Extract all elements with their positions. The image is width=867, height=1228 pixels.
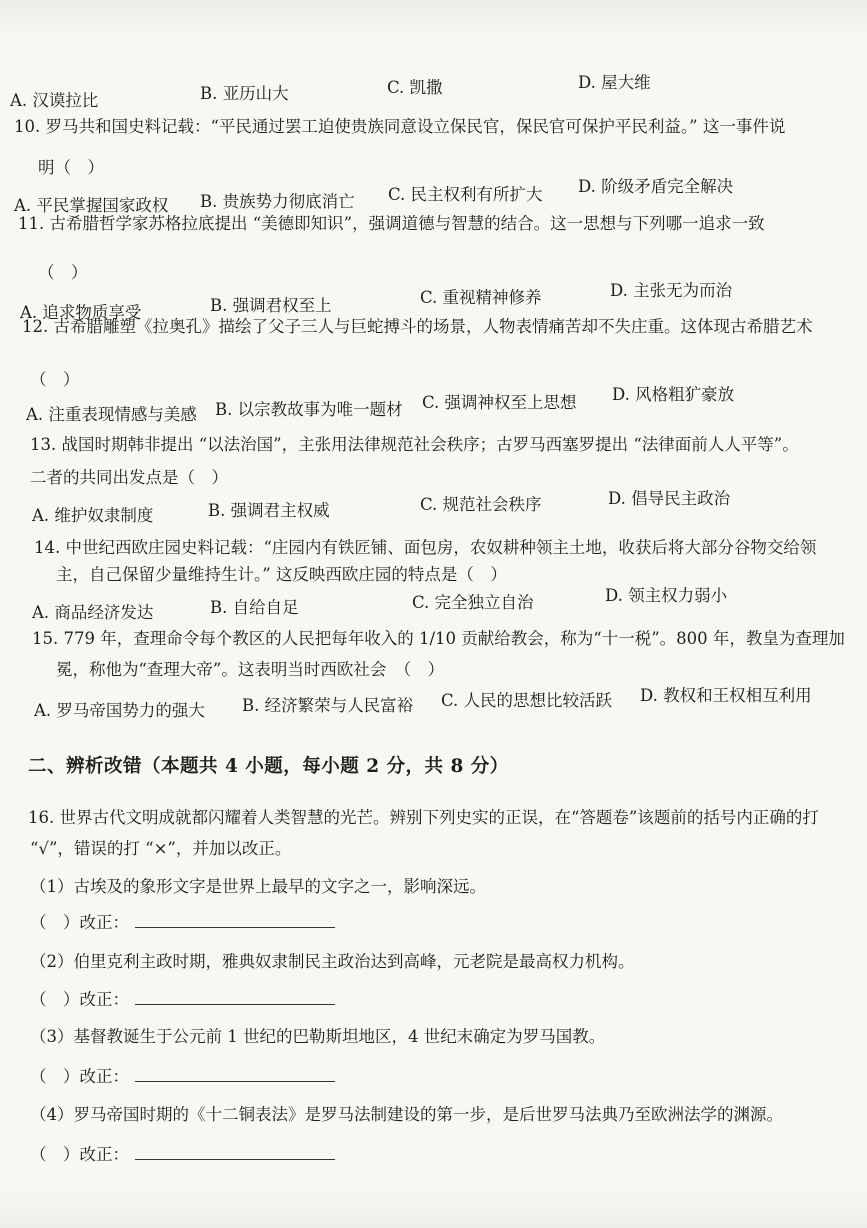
q13-option-d: D. 倡导民主政治 bbox=[608, 489, 731, 508]
answer-blank[interactable] bbox=[135, 992, 335, 1005]
q16-item-3: （3）基督教诞生于公元前 1 世纪的巴勒斯坦地区，4 世纪末确定为罗马国教。 bbox=[30, 1027, 606, 1046]
fix-label: （ ）改正： bbox=[30, 1067, 129, 1086]
q10-option-d: D. 阶级矛盾完全解决 bbox=[578, 177, 734, 196]
q16-item-2: （2）伯里克利主政时期，雅典奴隶制民主政治达到高峰，元老院是最高权力机构。 bbox=[30, 952, 635, 971]
q13-option-b: B. 强调君主权威 bbox=[208, 501, 330, 520]
q12-stem-line2: （ ） bbox=[30, 370, 80, 389]
q13-stem-line2: 二者的共同出发点是（ ） bbox=[30, 468, 228, 487]
q16-item-4: （4）罗马帝国时期的《十二铜表法》是罗马法制建设的第一步，是后世罗马法典乃至欧洲法学的渊源。 bbox=[30, 1105, 783, 1124]
q13-option-c: C. 规范社会秩序 bbox=[420, 495, 542, 514]
q13-stem-line1: 13. 战国时期韩非提出 “以法治国”，主张用法律规范社会秩序；古罗马西塞罗提出 “法律面前人人平等”。 bbox=[30, 435, 799, 454]
q9-option-c: C. 凯撒 bbox=[387, 78, 443, 97]
q10-option-c: C. 民主权利有所扩大 bbox=[388, 185, 543, 204]
q15-option-c: C. 人民的思想比较活跃 bbox=[441, 691, 613, 710]
q16-stem-line1: 16. 世界古代文明成就都闪耀着人类智慧的光芒。辨别下列史实的正误，在“答题卷”该题前的括号内正确的打 bbox=[28, 808, 819, 827]
q15-stem-line2: 冕，称他为“查理大帝”。这表明当时西欧社会 （ ） bbox=[56, 660, 445, 679]
q11-stem-line1: 11. 古希腊哲学家苏格拉底提出 “美德即知识”，强调道德与智慧的结合。这一思想与下列哪一追求一致 bbox=[18, 214, 765, 233]
q11-option-c: C. 重视精神修养 bbox=[420, 288, 542, 307]
q9-option-b: B. 亚历山大 bbox=[200, 84, 289, 103]
answer-blank[interactable] bbox=[135, 1147, 335, 1160]
q12-option-c: C. 强调神权至上思想 bbox=[422, 393, 577, 412]
q12-option-b: B. 以宗教故事为唯一题材 bbox=[215, 400, 403, 419]
q16-item-3-answer-row bbox=[30, 1066, 335, 1088]
q16-item-2-answer-row bbox=[30, 989, 335, 1011]
q9-option-a: A. 汉谟拉比 bbox=[10, 91, 99, 110]
q12-option-a: A. 注重表现情感与美感 bbox=[26, 405, 197, 424]
q12-stem-line1: 12. 古希腊雕塑《拉奥孔》描绘了父子三人与巨蛇搏斗的场景，人物表情痛苦却不失庄重。这体现古希腊艺术 bbox=[22, 317, 813, 336]
q15-stem-line1: 15. 779 年，查理命令每个教区的人民把每年收入的 1/10 贡献给教会，称为“十一税”。800 年，教皇为查理加 bbox=[32, 629, 845, 648]
q14-option-c: C. 完全独立自治 bbox=[412, 593, 534, 612]
q15-option-b: B. 经济繁荣与人民富裕 bbox=[242, 696, 414, 715]
q14-stem-line1: 14. 中世纪西欧庄园史料记载：“庄园内有铁匠铺、面包房，农奴耕种领主土地，收获后将大部分谷物交给领 bbox=[34, 538, 817, 557]
answer-blank[interactable] bbox=[135, 1069, 335, 1082]
q14-option-d: D. 领主权力弱小 bbox=[605, 586, 728, 605]
q14-stem-line2: 主，自己保留少量维持生计。” 这反映西欧庄园的特点是（ ） bbox=[56, 565, 507, 584]
answer-blank[interactable] bbox=[135, 915, 335, 928]
q14-option-a: A. 商品经济发达 bbox=[32, 603, 154, 622]
q12-option-d: D. 风格粗犷豪放 bbox=[612, 385, 735, 404]
q10-option-b: B. 贵族势力彻底消亡 bbox=[200, 192, 355, 211]
q11-stem-line2: （ ） bbox=[38, 263, 88, 282]
q15-option-a: A. 罗马帝国势力的强大 bbox=[34, 701, 205, 720]
q10-option-a: A. 平民掌握国家政权 bbox=[14, 196, 169, 215]
q16-item-4-answer-row bbox=[30, 1144, 335, 1166]
q11-option-a: A. 追求物质享受 bbox=[20, 303, 142, 322]
q15-option-d: D. 教权和王权相互利用 bbox=[640, 686, 812, 705]
q16-item-1-answer-row bbox=[30, 912, 335, 934]
q9-option-d: D. 屋大维 bbox=[578, 73, 651, 92]
q14-option-b: B. 自给自足 bbox=[210, 598, 299, 617]
q16-stem-line2: “√”，错误的打 “×”，并加以改正。 bbox=[30, 839, 292, 858]
fix-label: （ ）改正： bbox=[30, 1145, 129, 1164]
fix-label: （ ）改正： bbox=[30, 913, 129, 932]
q13-option-a: A. 维护奴隶制度 bbox=[32, 506, 154, 525]
q10-stem-line1: 10. 罗马共和国史料记载：“平民通过罢工迫使贵族同意设立保民官，保民官可保护平民利益。” 这一事件说 bbox=[14, 117, 786, 136]
q10-stem-line2: 明（ ） bbox=[38, 158, 104, 177]
q16-item-1: （1）古埃及的象形文字是世界上最早的文字之一，影响深远。 bbox=[30, 877, 486, 896]
q11-option-b: B. 强调君权至上 bbox=[210, 296, 332, 315]
fix-label: （ ）改正： bbox=[30, 990, 129, 1009]
section-2-heading: 二、辨析改错（本题共 4 小题，每小题 2 分，共 8 分） bbox=[28, 756, 509, 777]
q11-option-d: D. 主张无为而治 bbox=[610, 281, 733, 300]
